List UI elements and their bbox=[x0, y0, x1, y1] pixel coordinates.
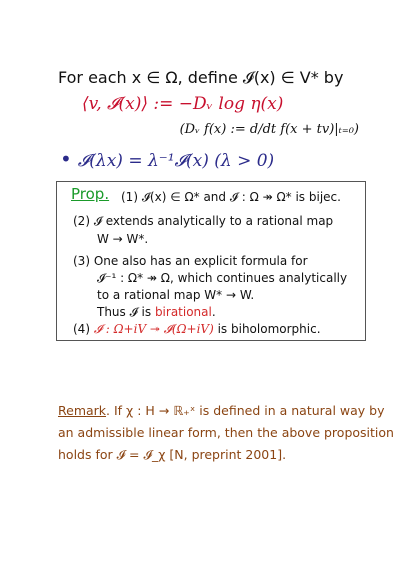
bullet-icon: • bbox=[60, 147, 72, 171]
remark-paragraph bbox=[58, 400, 394, 466]
derivative-note bbox=[180, 122, 359, 137]
proposition-label: Prop. bbox=[71, 185, 110, 203]
prop-item-3c: to a rational map W* → W. bbox=[97, 288, 255, 302]
prop-item-2a: (2) 𝓘 extends analytically to a rational map bbox=[73, 214, 334, 228]
definition-formula bbox=[82, 94, 283, 114]
remark-line-1: . If χ : H → ℝ₊ˣ is defined in a natural way by bbox=[106, 403, 385, 418]
homogeneity-text: 𝓘(λx) = λ⁻¹𝓘(x) (λ > 0) bbox=[77, 151, 275, 171]
remark-line-2: an admissible linear form, then the above proposition bbox=[58, 425, 394, 440]
prop-item-2b: W → W*. bbox=[97, 232, 149, 246]
intro-text: For each x ∈ Ω, define 𝓘(x) ∈ V* by bbox=[58, 68, 344, 87]
homogeneity-bullet bbox=[60, 147, 274, 171]
remark-label: Remark bbox=[58, 403, 107, 418]
remark-line-3: holds for 𝓘 = 𝓘_χ [N, preprint 2001]. bbox=[58, 447, 287, 462]
prop-item-4-number: (4) bbox=[73, 322, 94, 336]
proposition-box bbox=[56, 181, 366, 341]
definition-text: ⟨v, 𝓘(x)⟩ := −Dᵥ log η(x) bbox=[82, 94, 284, 114]
prop-item-1: (1) 𝓘(x) ∈ Ω* and 𝓘 : Ω ↠ Ω* is bijec. bbox=[121, 190, 341, 204]
prop-item-3b: 𝓘⁻¹ : Ω* ↠ Ω, which continues analytically bbox=[97, 271, 348, 285]
biholomorphic-map: 𝓘 : Ω+iV ↠ 𝓘(Ω+iV) bbox=[93, 322, 214, 336]
prop-item-3d-prefix: Thus 𝓘 is bbox=[97, 305, 155, 319]
intro-line bbox=[58, 68, 343, 88]
derivative-note-text: (Dᵥ f(x) := d/dt f(x + tv)|ₜ₌₀) bbox=[179, 122, 359, 137]
prop-item-4 bbox=[73, 322, 321, 337]
prop-item-4-suffix: is biholomorphic. bbox=[213, 322, 321, 336]
prop-item-3a: (3) One also has an explicit formula for bbox=[73, 254, 308, 268]
prop-item-3d bbox=[97, 305, 216, 320]
birational-term: birational bbox=[154, 305, 212, 319]
prop-item-3d-suffix: . bbox=[211, 305, 216, 319]
